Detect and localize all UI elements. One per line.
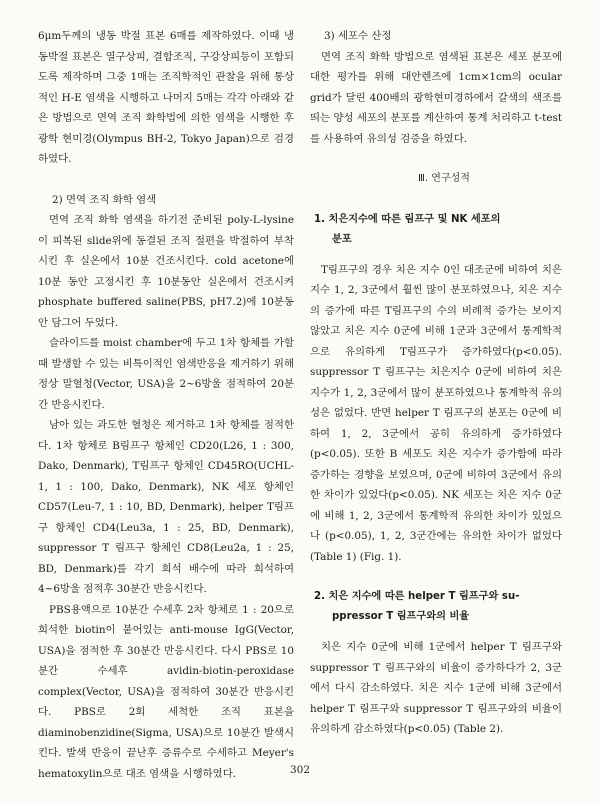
paragraph-lymphocyte-results: T림프구의 경우 치은 지수 0인 대조군에 비하여 치은 지수 1, 2, 3군에서 훨씬 많이 분포하였으나, 치은 지수의 증가에 따른 T림프구의 수의 비례적 증가는 보이지 않았고 치은 지수 0군에 비해 1군과 3군에서 통계학적으로 유의하게 T림프구가 증가하였다(p<0.05). suppressor T 림프구는 치은지수 0군에 비하여 치은 지수가 1, 2, 3군에서 많이 분포하였으나 통계학적 유의성은 없었다. 반면 helper T 림프구의 분포는 0군에 비하여 1, 2, 3군에서 공히 유의하게 증가하였다(p<0.05). 또한 B 세포도 치은 지수가 증가함에 따라 증가하는 경향을 보였으며, 0군에 비하여 3군에서 유의한 차이가 있었다(p<0.05). NK 세포는 치은 지수 0군에 비해 1, 2, 3군에서 통계학적 유의한 차이가 있었으나 (p<0.05), 1, 2, 3군간에는 유의한 차이가 없었다(Table 1) (Fig. 1). [310,263,562,563]
right-column [310,26,562,740]
paragraph-blocking: 슬라이드를 moist chamber에 두고 1차 항체를 가할 때 발생할 수 있는 비특이적인 염색반응을 제거하기 위해 정상 말혈청(Vector, USA)을 2~6방울 점적하여 20분간 반응시킨다. [38,337,294,411]
heading-2-number: 2. [314,591,325,602]
heading-2-line1: 치은 지수에 따른 helper T 림프구와 su- [328,591,520,602]
heading-lymphocyte-distribution [310,210,562,250]
heading-helper-suppressor-ratio [310,587,562,627]
paragraph-cell-count: 면역 조직 화학 방법으로 염색된 표본은 세포 분포에 대한 평가를 위해 대안렌즈에 1cm×1cm의 ocular grid가 달린 400배의 광학현미경하에서 갈색의 색조를 띄는 양성 세포의 분포를 계산하여 통계 처리하고 t-test를 사용하여 유의성 검증을 하였다. [310,50,562,145]
heading-1-line1: 치은지수에 따른 림프구 및 NK 세포의 [328,213,501,225]
left-column [38,26,294,784]
subheading-immunostaining: 2) 면역 조직 화학 염색 [52,193,157,206]
paragraph-immunostaining-prep: 면역 조직 화학 염색을 하기전 준비된 poly-L-lysine이 피복된 slide위에 동결된 조직 절편을 박절하여 부착시킨 후 실온에서 10분 건조시킨다. cold acetone에 10분 동안 고정시킨 후 10분동안 실온에서 건조시켜 phosphate buffered saline(PBS, pH7.2)에 10분동안 담그어 두었다. [38,214,294,329]
paragraph-primary-antibody: 남아 있는 과도한 혈청은 제거하고 1차 항체를 점적한다. 1차 항체로 B림프구 항체인 CD20(L26, 1 : 300, Dako, Denmark), T림프구 항체인 CD45RO(UCHL-1, 1 : 100, Dako, Denmark), NK 세포 항체인 CD57(Leu-7, 1 : 10, BD, Denmark), helper T림프구 항체인 CD4(Leu3a, 1 : 25, BD, Denmark), suppressor T 림프구 항체인 CD8(Leu2a, 1 : 25, BD, Denmark)를 각기 희석 배수에 따라 희석하여 4~6방울 점적후 30분간 반응시킨다. [38,419,294,595]
page-number: 302 [289,764,311,776]
subheading-cell-count: 3) 세포수 산정 [324,30,392,42]
heading-1-number: 1. [314,213,325,225]
heading-2-line2: ppressor T 림프구와의 비율 [332,611,470,622]
paragraph-intro: 6μm두께의 냉동 박절 표본 6매를 제작하였다. 이때 냉동박절 표본은 열구상피, 결합조직, 구강상피등이 포함되도록 제작하며 그중 1매는 조직학적인 관찰을 위해 통상적인 H-E 염색을 시행하고 나머지 5매는 각각 아래와 같은 방법으로 면역 조직 화학법에 의한 염색을 시행한 후 광학 현미경(Olympus BH-2, Tokyo Japan)으로 검경하였다. [38,30,294,165]
paragraph-secondary-antibody: PBS용액으로 10분간 수세후 2차 항체로 1 : 20으로 희석한 biotin이 붙어있는 anti-mouse IgG(Vector, USA)을 점적한 후 30분간 반응시킨다. 다시 PBS로 10분간 수세후 avidin-biotin-peroxidase complex(Vector, USA)을 점적하여 30분간 반응시킨다. PBS로 2회 세척한 조직 표본을 diaminobenzidine(Sigma, USA)으로 10분간 발색시킨다. 발색 반응이 끝난후 증류수로 수세하고 Meyer's hematoxylin으로 대조 염색을 시행하였다. [38,603,294,780]
paragraph-ratio-results: 치은 지수 0군에 비해 1군에서 helper T 림프구와 suppressor T 림프구와의 비율이 증가하다가 2, 3군에서 다시 감소하였다. 치은 지수 1군에 비해 3군에서 helper T 림프구와 suppressor T 림프구와의 비율이 유의하게 감소하였다(p<0.05) (Table 2). [310,641,562,735]
heading-1-line2: 분포 [332,233,352,245]
section-title-results: Ⅲ. 연구성적 [418,173,470,184]
